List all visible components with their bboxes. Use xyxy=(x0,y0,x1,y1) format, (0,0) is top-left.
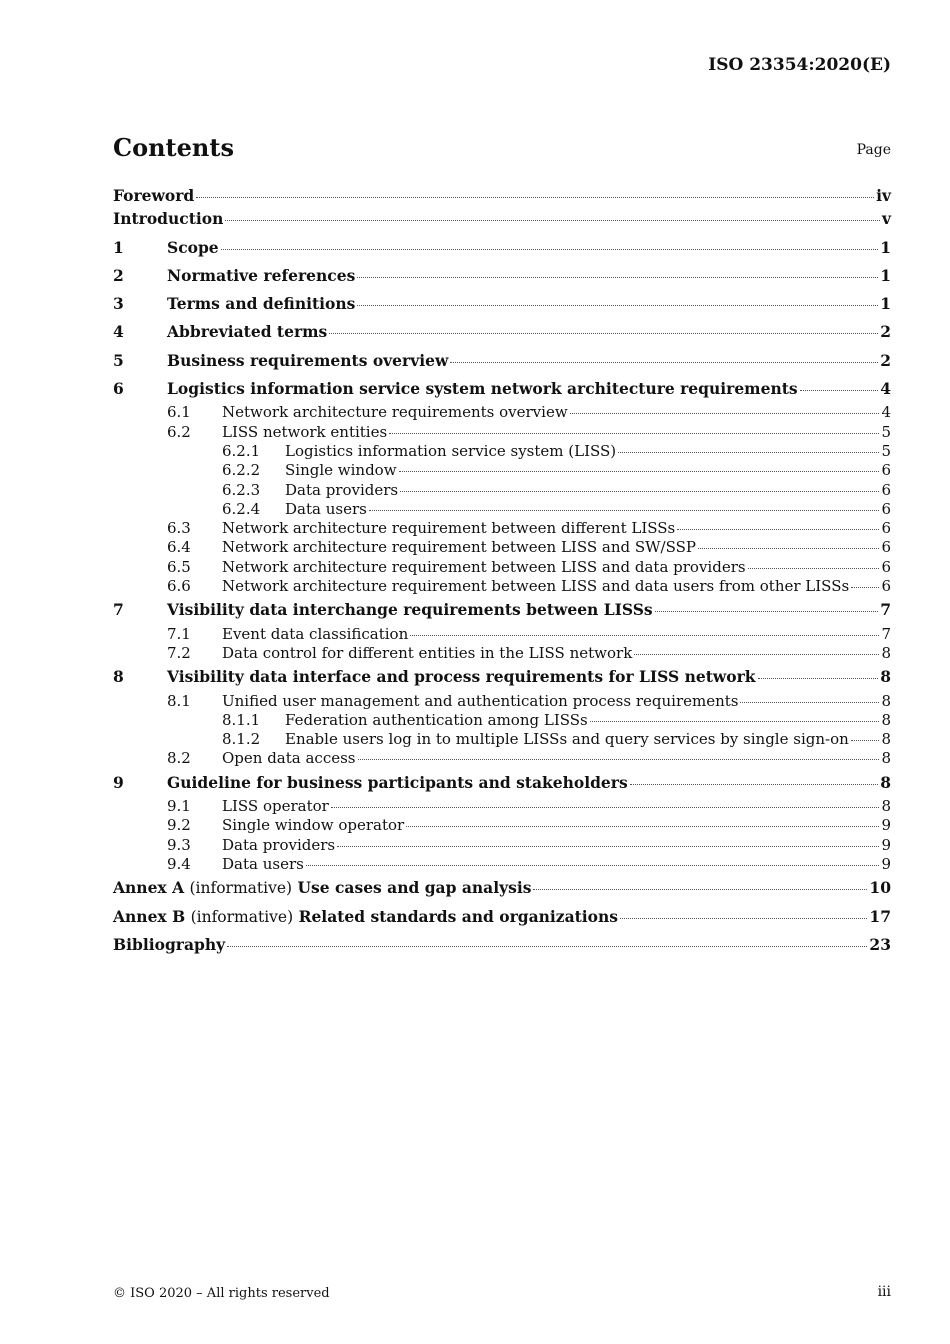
toc-entry[interactable] xyxy=(113,403,891,422)
toc-entry[interactable] xyxy=(113,375,891,403)
toc-entry-number: 5 xyxy=(113,350,124,370)
toc-entry-page: 1 xyxy=(880,237,891,257)
toc-entry-page: 9 xyxy=(881,854,891,873)
toc-entry-title: Enable users log in to multiple LISSs and query services by single sign-on xyxy=(285,730,849,749)
toc-entry-page: 6 xyxy=(881,577,891,596)
toc-entry-number: 6.2.1 xyxy=(222,441,261,460)
toc-entry[interactable] xyxy=(113,903,891,931)
toc-entry[interactable] xyxy=(113,461,891,480)
toc-entry-page: 8 xyxy=(881,691,891,710)
toc-entry-number: 7.1 xyxy=(167,624,191,643)
toc-entry-number: 6.6 xyxy=(167,577,191,596)
toc-entry-title: Foreword xyxy=(113,186,195,205)
dot-leader xyxy=(329,333,878,334)
toc-entry-page: 8 xyxy=(881,749,891,768)
toc-entry-title: Visibility data interface and process requirements for LISS network xyxy=(167,667,756,687)
dot-leader xyxy=(851,587,879,588)
toc-entry-title: Data users xyxy=(285,499,367,518)
annex-label: Annex A xyxy=(113,878,185,898)
toc-entry-page: 8 xyxy=(881,797,891,816)
toc-entry-page: 10 xyxy=(869,878,891,898)
page-title: Contents xyxy=(113,133,234,162)
copyright-notice: © ISO 2020 – All rights reserved xyxy=(113,1286,330,1301)
dot-leader xyxy=(357,277,878,278)
toc-entry-number: 7 xyxy=(113,600,124,620)
toc-entry-page: 5 xyxy=(881,441,891,460)
toc-entry-number: 8 xyxy=(113,667,124,687)
toc-entry-page: 6 xyxy=(881,499,891,518)
toc-entry-page: 17 xyxy=(869,906,891,926)
toc-entry-number: 6.1 xyxy=(167,403,191,422)
toc-entry-number: 4 xyxy=(113,322,124,342)
toc-entry-number: 6.5 xyxy=(167,557,191,576)
dot-leader xyxy=(357,305,878,306)
toc-entry-title: Data providers xyxy=(222,835,336,854)
toc-entry-number: 8.1.1 xyxy=(222,710,261,729)
toc-entry[interactable] xyxy=(113,205,891,233)
dot-leader xyxy=(698,548,879,549)
toc-entry-title: Visibility data interchange requirements between LISSs xyxy=(167,600,653,620)
toc-entry-title: Data providers xyxy=(285,480,399,499)
toc-entry[interactable] xyxy=(113,730,891,749)
toc-entry-title: Guideline for business participants and stakeholders xyxy=(167,772,628,792)
toc-entry-title: LISS network entities xyxy=(222,422,388,441)
toc-entry-number: 8.1.2 xyxy=(222,730,261,749)
dot-leader xyxy=(620,918,867,919)
toc-entry[interactable] xyxy=(113,931,891,959)
toc-entry-title: Logistics information service system (LISS) xyxy=(285,441,617,460)
toc-entry-number: 6.2.2 xyxy=(222,461,261,480)
toc-entry-title: Business requirements overview xyxy=(167,350,449,370)
toc-entry-number: 1 xyxy=(113,237,124,257)
toc-entry-number: 7.2 xyxy=(167,643,191,662)
toc-entry-title: Scope xyxy=(167,237,219,257)
toc-entry[interactable] xyxy=(113,186,891,205)
annex-title: Related standards and organizations xyxy=(298,906,619,926)
dot-leader xyxy=(570,413,880,414)
dot-leader xyxy=(800,390,879,391)
toc-entry-title: Network architecture requirement between different LISSs xyxy=(222,519,676,538)
toc-entry[interactable] xyxy=(113,558,891,577)
toc-entry-title: Network architecture requirement between LISS and SW/SSP xyxy=(222,538,696,557)
toc-entry-title: Federation authentication among LISSs xyxy=(285,710,588,729)
toc-entry[interactable] xyxy=(113,538,891,557)
toc-entry-page: 6 xyxy=(881,519,891,538)
dot-leader xyxy=(677,529,879,530)
toc-entry-number: 8.1 xyxy=(167,691,191,710)
table-of-contents xyxy=(113,186,891,959)
dot-leader xyxy=(410,635,879,636)
toc-entry-page: 1 xyxy=(880,265,891,285)
toc-entry-page: v xyxy=(881,209,891,229)
annex-informative-tag: (informative) xyxy=(190,907,294,926)
toc-entry[interactable] xyxy=(113,644,891,663)
toc-entry-page: 2 xyxy=(880,322,891,342)
toc-entry-number: 6.4 xyxy=(167,538,191,557)
toc-entry[interactable] xyxy=(113,836,891,855)
dot-leader xyxy=(389,433,879,434)
page-number: iii xyxy=(877,1284,891,1300)
toc-entry-number: 6.2 xyxy=(167,422,191,441)
toc-entry[interactable] xyxy=(113,347,891,375)
toc-entry-page: 9 xyxy=(881,816,891,835)
toc-entry-page: 8 xyxy=(880,667,891,687)
dot-leader xyxy=(450,362,878,363)
toc-entry[interactable] xyxy=(113,625,891,644)
toc-entry[interactable] xyxy=(113,816,891,835)
toc-entry-title: Single window xyxy=(285,461,397,480)
toc-entry-number: 9.2 xyxy=(167,816,191,835)
toc-entry-number: 2 xyxy=(113,265,124,285)
dot-leader xyxy=(630,784,879,785)
toc-entry-page: 4 xyxy=(880,379,891,399)
toc-entry-page: 7 xyxy=(881,624,891,643)
toc-entry-title: Network architecture requirement between LISS and data providers xyxy=(222,557,746,576)
toc-entry-page: 8 xyxy=(881,643,891,662)
dot-leader xyxy=(306,865,880,866)
toc-entry-title: Event data classification xyxy=(222,624,409,643)
dot-leader xyxy=(400,491,879,492)
dot-leader xyxy=(655,611,879,612)
annex-label: Annex B xyxy=(113,906,186,926)
toc-entry-page: 4 xyxy=(881,403,891,422)
toc-entry[interactable] xyxy=(113,318,891,346)
toc-entry[interactable] xyxy=(113,234,891,262)
toc-entry-title: Unified user management and authentication process requirements xyxy=(222,691,739,710)
toc-entry[interactable] xyxy=(113,749,891,768)
toc-entry[interactable] xyxy=(113,855,891,874)
toc-entry[interactable] xyxy=(113,262,891,290)
dot-leader xyxy=(851,740,880,741)
toc-entry[interactable] xyxy=(113,290,891,318)
toc-entry-page: 5 xyxy=(881,422,891,441)
toc-entry-title: Data control for different entities in the LISS network xyxy=(222,643,633,662)
toc-entry-number: 9 xyxy=(113,772,124,792)
toc-entry-page: 9 xyxy=(881,835,891,854)
toc-entry-title: Abbreviated terms xyxy=(167,322,328,342)
toc-entry-page: 23 xyxy=(869,934,891,954)
toc-entry[interactable] xyxy=(113,692,891,711)
dot-leader xyxy=(618,452,879,453)
dot-leader xyxy=(634,654,879,655)
toc-entry-title: Logistics information service system network architecture requirements xyxy=(167,379,798,399)
dot-leader xyxy=(406,826,879,827)
toc-entry-page: 8 xyxy=(880,772,891,792)
toc-entry-title: Open data access xyxy=(222,749,356,768)
toc-entry-number: 6.2.3 xyxy=(222,480,261,499)
dot-leader xyxy=(740,702,879,703)
toc-entry-number: 6.2.4 xyxy=(222,499,261,518)
dot-leader xyxy=(758,678,879,679)
toc-entry-number: 6.3 xyxy=(167,519,191,538)
toc-entry-page: 6 xyxy=(881,538,891,557)
toc-entry[interactable] xyxy=(113,481,891,500)
dot-leader xyxy=(337,846,879,847)
toc-entry[interactable] xyxy=(113,596,891,624)
toc-entry-page: 6 xyxy=(881,480,891,499)
toc-entry[interactable] xyxy=(113,423,891,442)
toc-entry-title xyxy=(113,903,618,931)
toc-entry-title: Network architecture requirement between LISS and data users from other LISSs xyxy=(222,577,850,596)
annex-informative-tag: (informative) xyxy=(189,879,293,898)
document-id: ISO 23354:2020(E) xyxy=(708,55,891,75)
toc-entry-title: Normative references xyxy=(167,265,356,285)
toc-entry-number: 9.1 xyxy=(167,797,191,816)
toc-entry-page: iv xyxy=(876,186,891,205)
toc-entry-page: 8 xyxy=(881,710,891,729)
toc-entry[interactable] xyxy=(113,663,891,691)
toc-entry[interactable] xyxy=(113,519,891,538)
toc-entry-title: Data users xyxy=(222,854,304,873)
toc-entry-number: 9.4 xyxy=(167,854,191,873)
toc-entry[interactable] xyxy=(113,500,891,519)
toc-entry-page: 7 xyxy=(880,600,891,620)
dot-leader xyxy=(358,759,880,760)
dot-leader xyxy=(221,249,879,250)
toc-entry-title xyxy=(113,874,531,902)
toc-entry[interactable] xyxy=(113,797,891,816)
toc-entry-number: 8.2 xyxy=(167,749,191,768)
toc-entry-page: 8 xyxy=(881,730,891,749)
toc-entry[interactable] xyxy=(113,442,891,461)
dot-leader xyxy=(533,889,867,890)
page-column-label: Page xyxy=(856,142,891,158)
toc-entry-page: 2 xyxy=(880,350,891,370)
toc-entry-page: 6 xyxy=(881,557,891,576)
dot-leader xyxy=(225,220,880,221)
toc-entry[interactable] xyxy=(113,711,891,730)
dot-leader xyxy=(369,510,880,511)
toc-entry-page: 1 xyxy=(880,294,891,314)
toc-entry-title: Bibliography xyxy=(113,934,226,954)
dot-leader xyxy=(331,807,880,808)
toc-entry-title: Network architecture requirements overview xyxy=(222,403,568,422)
toc-entry-page: 6 xyxy=(881,461,891,480)
toc-entry-number: 3 xyxy=(113,294,124,314)
dot-leader xyxy=(227,946,867,947)
toc-entry[interactable] xyxy=(113,769,891,797)
toc-entry-title: Terms and definitions xyxy=(167,294,356,314)
toc-entry-number: 9.3 xyxy=(167,835,191,854)
toc-entry-title: LISS operator xyxy=(222,797,329,816)
dot-leader xyxy=(399,471,880,472)
dot-leader xyxy=(590,721,880,722)
toc-entry-title: Introduction xyxy=(113,209,224,229)
toc-entry-title: Single window operator xyxy=(222,816,405,835)
toc-entry[interactable] xyxy=(113,577,891,596)
dot-leader xyxy=(748,568,880,569)
annex-title: Use cases and gap analysis xyxy=(297,878,532,898)
toc-entry[interactable] xyxy=(113,874,891,902)
dot-leader xyxy=(196,197,874,198)
toc-entry-number: 6 xyxy=(113,379,124,399)
